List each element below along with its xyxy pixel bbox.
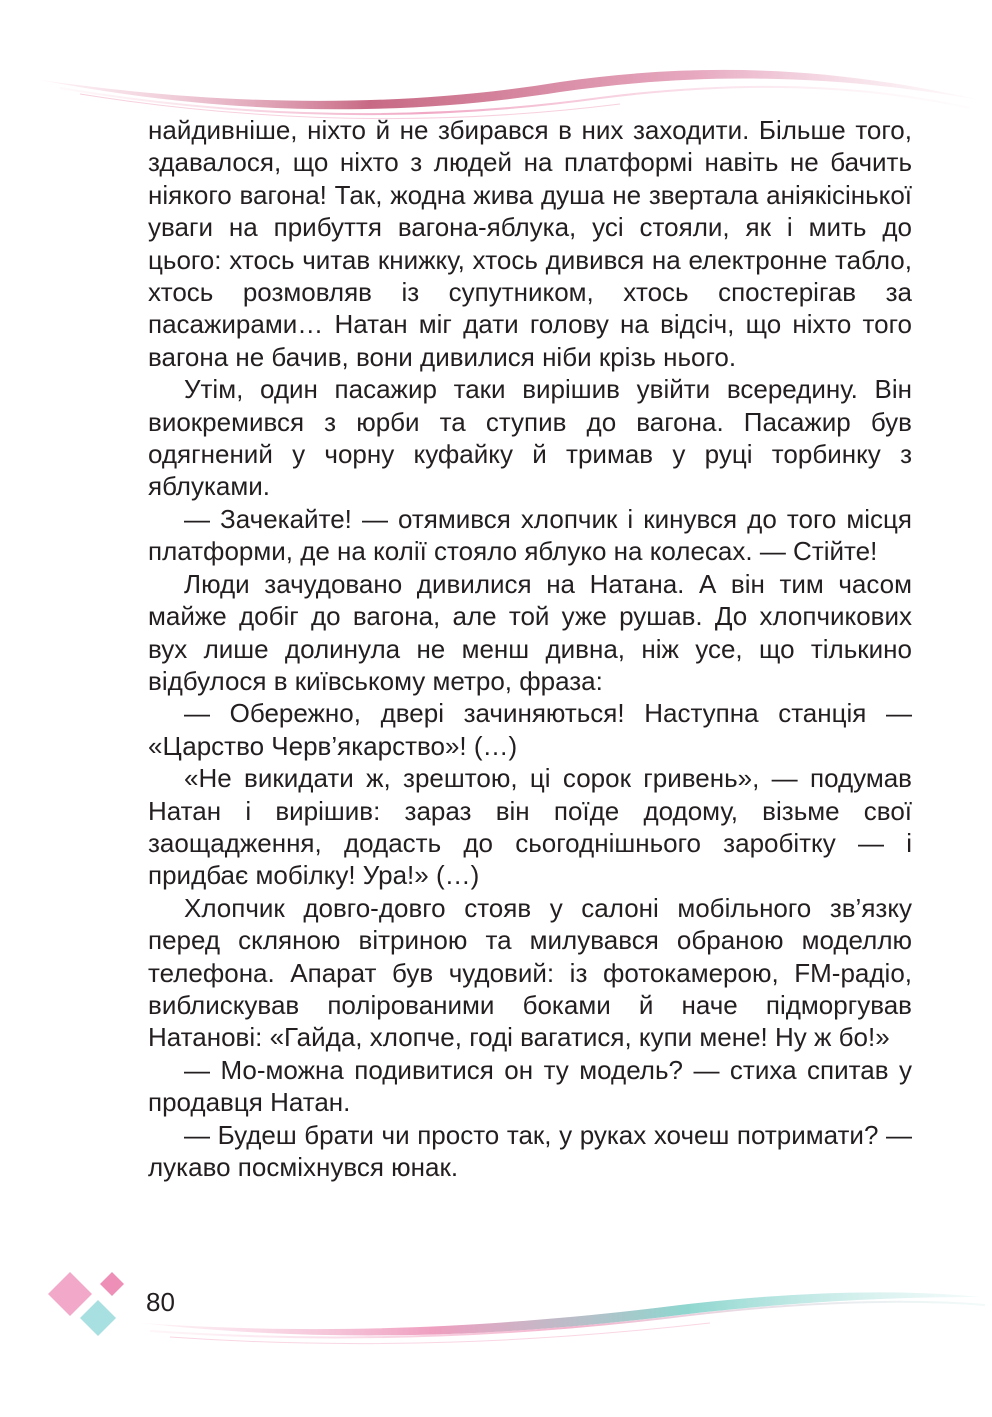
paragraph: — Зачекайте! — отямився хлопчик і кинувся до того місця платформи, де на колії стояло яблуко на колесах. — Стійте!	[148, 503, 912, 567]
bottom-decorative-wave	[0, 1275, 992, 1355]
story-text	[148, 114, 912, 1183]
paragraph: Люди зачудовано дивилися на Натана. А він тим часом майже добіг до вагона, але той уже рушав. До хлопчикових вух лише долинула не менш дивна, ніж усе, що тількино відбулося в київському метро, фраза:	[148, 568, 912, 696]
paragraph: — Мо-можна подивитися он ту модель? — стиха спитав у продавця Натан.	[148, 1054, 912, 1118]
paragraph: найдивніше, ніхто й не збирався в них заходити. Більше того, здавалося, що ніхто з людей на платформі навіть не бачить ніякого вагона! Так, жодна жива душа не звертала аніякісінької уваги на прибуття вагона-яблука, усі стояли, як і мить до цього: хтось читав книжку, хтось дивився на електронне табло, хтось розмовляв із супутником, хтось спостерігав за пасажирами… Натан міг дати голову на відсіч, що ніхто того вагона не бачив, вони дивилися ніби крізь нього.	[148, 115, 912, 372]
paragraph: Утім, один пасажир таки вирішив увійти всередину. Він виокремився з юрби та ступив до вагона. Пасажир був одягнений у чорну куфайку й тримав у руці торбинку з яблуками.	[148, 374, 912, 502]
page-number: 80	[146, 1287, 175, 1317]
paragraph: — Обережно, двері зачиняються! Наступна станція — «Царство Черв’якарство»! (…)	[148, 698, 912, 761]
paragraph: Хлопчик довго-довго стояв у салоні мобільного зв’язку перед скляною вітриною та милувався обраною моделлю телефона. Апарат був чудовий: із фотокамерою, FM-радіо, виблискував полірованими боками й наче підморгував Натанові: «Гайда, хлопче, годі вагатися, купи мене! Ну ж бо!»	[148, 892, 912, 1053]
paragraph: — Будеш брати чи просто так, у руках хочеш потримати? — лукаво посміхнувся юнак.	[148, 1119, 912, 1182]
paragraph: «Не викидати ж, зрештою, ці сорок гривень», — подумав Натан і вирішив: зараз він поїде додому, візьме свої заощадження, додасть до сьогоднішнього заробітку — і придбає мобілку! Ура!» (…)	[148, 763, 912, 891]
